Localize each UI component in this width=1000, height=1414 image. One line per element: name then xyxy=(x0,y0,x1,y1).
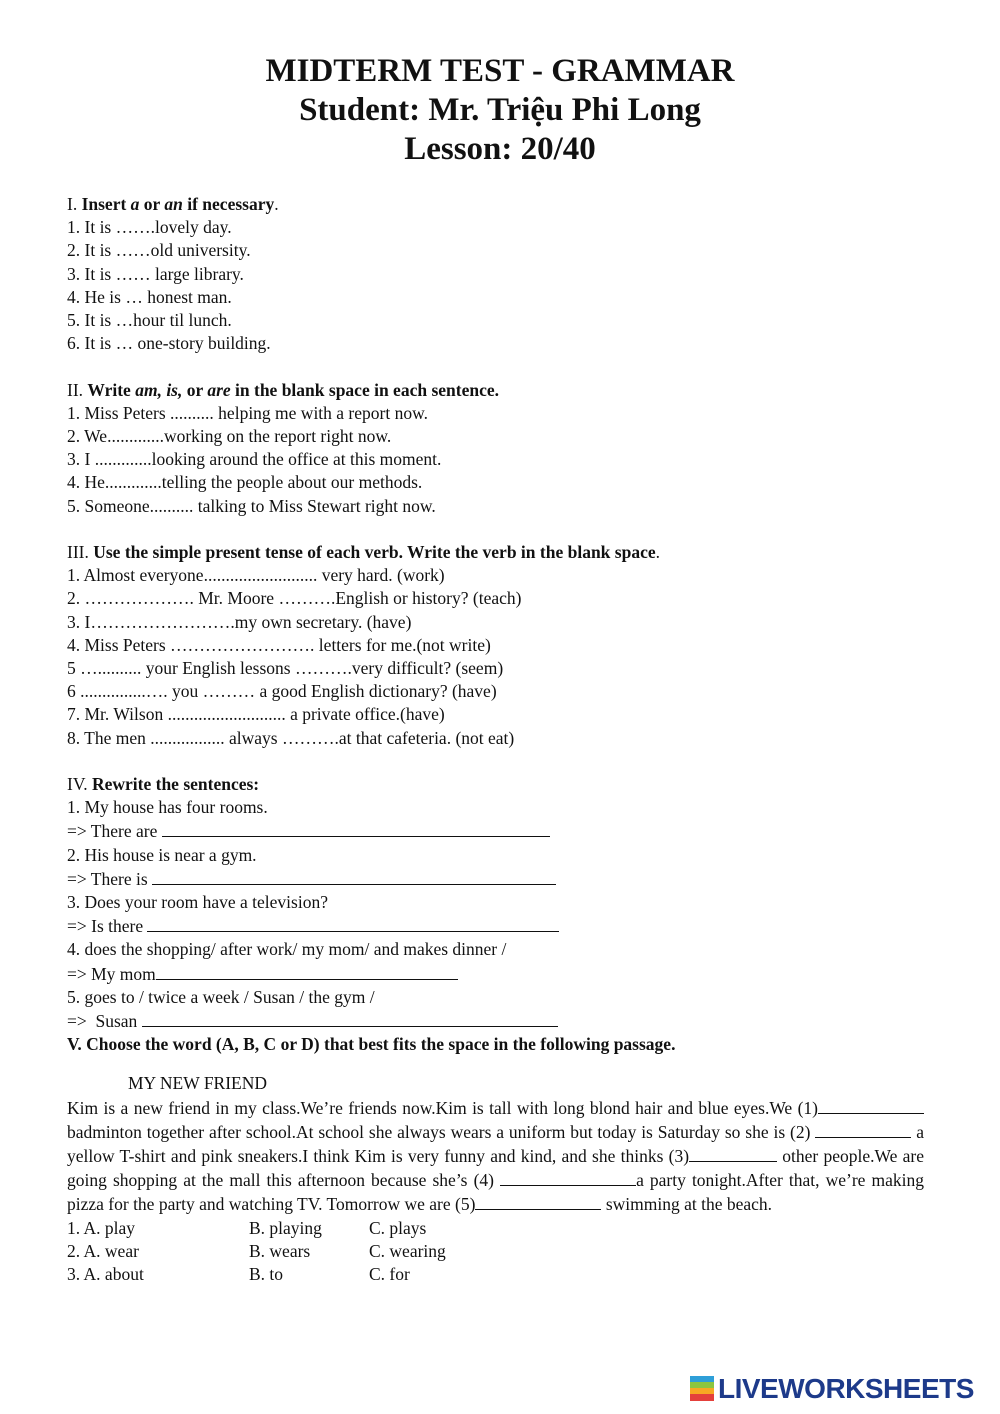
worksheet-content xyxy=(67,193,924,1286)
option-b[interactable]: B. playing xyxy=(249,1217,322,1238)
passage-blank-1[interactable] xyxy=(818,1096,924,1114)
section-3-item: 1. Almost everyone.......................... very hard. (work) xyxy=(67,565,445,586)
answer-blank[interactable] xyxy=(147,914,559,932)
passage-blank-4[interactable] xyxy=(500,1168,636,1186)
option-b[interactable]: B. wears xyxy=(249,1240,311,1261)
section-3-item: 2. ………………. Mr. Moore ……….English or history? (teach) xyxy=(67,588,522,609)
answer-blank[interactable] xyxy=(152,867,556,885)
rewrite-question: 2. His house is near a gym. xyxy=(67,844,257,865)
rewrite-answer-line: => Susan xyxy=(67,1009,924,1033)
section-1-item: 6. It is … one-story building. xyxy=(67,333,271,354)
section-3-item: 4. Miss Peters ……………………. letters for me.(not write) xyxy=(67,634,491,655)
section-1-item: 1. It is …….lovely day. xyxy=(67,217,232,238)
section-3-item: 3. I…………………….my own secretary. (have) xyxy=(67,611,412,632)
section-1-item: 2. It is ……old university. xyxy=(67,240,251,261)
section-3-item: 5 ….......... your English lessons ……….very difficult? (seem) xyxy=(67,658,504,679)
student-name: Student: Mr. Triệu Phi Long xyxy=(299,92,701,128)
option-a[interactable]: 2. A. wear xyxy=(67,1240,139,1261)
section-1-item: 5. It is …hour til lunch. xyxy=(67,310,232,331)
rewrite-answer-line: => There are xyxy=(67,819,924,843)
section-5-heading: V. Choose the word (A, B, C or D) that best fits the space in the following passage. xyxy=(67,1034,676,1055)
answer-blank[interactable] xyxy=(162,819,550,837)
section-1-item: 3. It is …… large library. xyxy=(67,263,244,284)
option-c[interactable]: C. for xyxy=(369,1264,410,1285)
header xyxy=(0,52,1000,169)
passage-title: MY NEW FRIEND xyxy=(128,1073,268,1094)
passage-blank-2[interactable] xyxy=(815,1120,911,1138)
section-3-item: 6 ...............…. you ……… a good English dictionary? (have) xyxy=(67,681,497,702)
answer-options-row xyxy=(67,1263,924,1286)
option-a[interactable]: 3. A. about xyxy=(67,1264,144,1285)
answer-blank[interactable] xyxy=(142,1009,558,1027)
passage-blank-3[interactable] xyxy=(689,1144,777,1162)
option-a[interactable]: 1. A. play xyxy=(67,1217,136,1238)
rewrite-question: 1. My house has four rooms. xyxy=(67,797,268,818)
rewrite-answer-line: => My mom xyxy=(67,962,924,986)
logo-text: LIVEWORKSHEETS xyxy=(718,1373,974,1404)
section-1-item: 4. He is … honest man. xyxy=(67,286,232,307)
answer-options-row xyxy=(67,1240,924,1263)
liveworksheets-logo xyxy=(690,1374,974,1404)
option-c[interactable]: C. plays xyxy=(369,1217,427,1238)
page-title: MIDTERM TEST - GRAMMAR xyxy=(265,53,735,89)
option-b[interactable]: B. to xyxy=(249,1264,284,1285)
rewrite-answer-line: => There is xyxy=(67,867,924,891)
section-2-item: 1. Miss Peters .......... helping me with a report now. xyxy=(67,402,428,423)
section-3-item: 7. Mr. Wilson ........................... a private office.(have) xyxy=(67,704,445,725)
rewrite-question: 3. Does your room have a television? xyxy=(67,892,328,913)
option-c[interactable]: C. wearing xyxy=(369,1240,446,1261)
rewrite-question: 5. goes to / twice a week / Susan / the gym / xyxy=(67,986,375,1007)
section-3-item: 8. The men ................. always ……….at that cafeteria. (not eat) xyxy=(67,727,515,748)
section-3-heading: III. Use the simple present tense of each verb. Write the verb in the blank space. xyxy=(67,542,660,563)
rewrite-answer-line: => Is there xyxy=(67,914,924,938)
section-2-item: 3. I .............looking around the office at this moment. xyxy=(67,449,442,470)
section-2-item: 5. Someone.......... talking to Miss Stewart right now. xyxy=(67,495,436,516)
answer-options-row xyxy=(67,1217,924,1240)
logo-mark-icon xyxy=(690,1376,714,1402)
rewrite-question: 4. does the shopping/ after work/ my mom/ and makes dinner / xyxy=(67,939,507,960)
lesson-number: Lesson: 20/40 xyxy=(404,131,596,167)
passage-text: Kim is a new friend in my class.We’re friends now.Kim is tall with long blond hair and blue eyes.We (1) badminton together after school.At school she always wears a uniform but today is Saturday so she is (2) a yellow T-shirt and pink sneakers.I think Kim is very funny and kind, and she thinks (3) other people.We are going shopping at the mall this afternoon because she’s (4) a party tonight.After that, we’re making pizza for the party and watching TV. Tomorrow we are (5) swimming at the beach. xyxy=(67,1097,925,1215)
section-2-item: 2. We.............working on the report right now. xyxy=(67,426,392,447)
section-4-heading: IV. Rewrite the sentences: xyxy=(67,774,260,795)
section-2-item: 4. He.............telling the people about our methods. xyxy=(67,472,423,493)
section-2-heading: II. Write am, is, or are in the blank space in each sentence. xyxy=(67,379,500,400)
passage-blank-5[interactable] xyxy=(475,1192,601,1210)
section-1-heading: I. Insert a or an if necessary. xyxy=(67,194,279,214)
answer-blank[interactable] xyxy=(156,962,458,980)
